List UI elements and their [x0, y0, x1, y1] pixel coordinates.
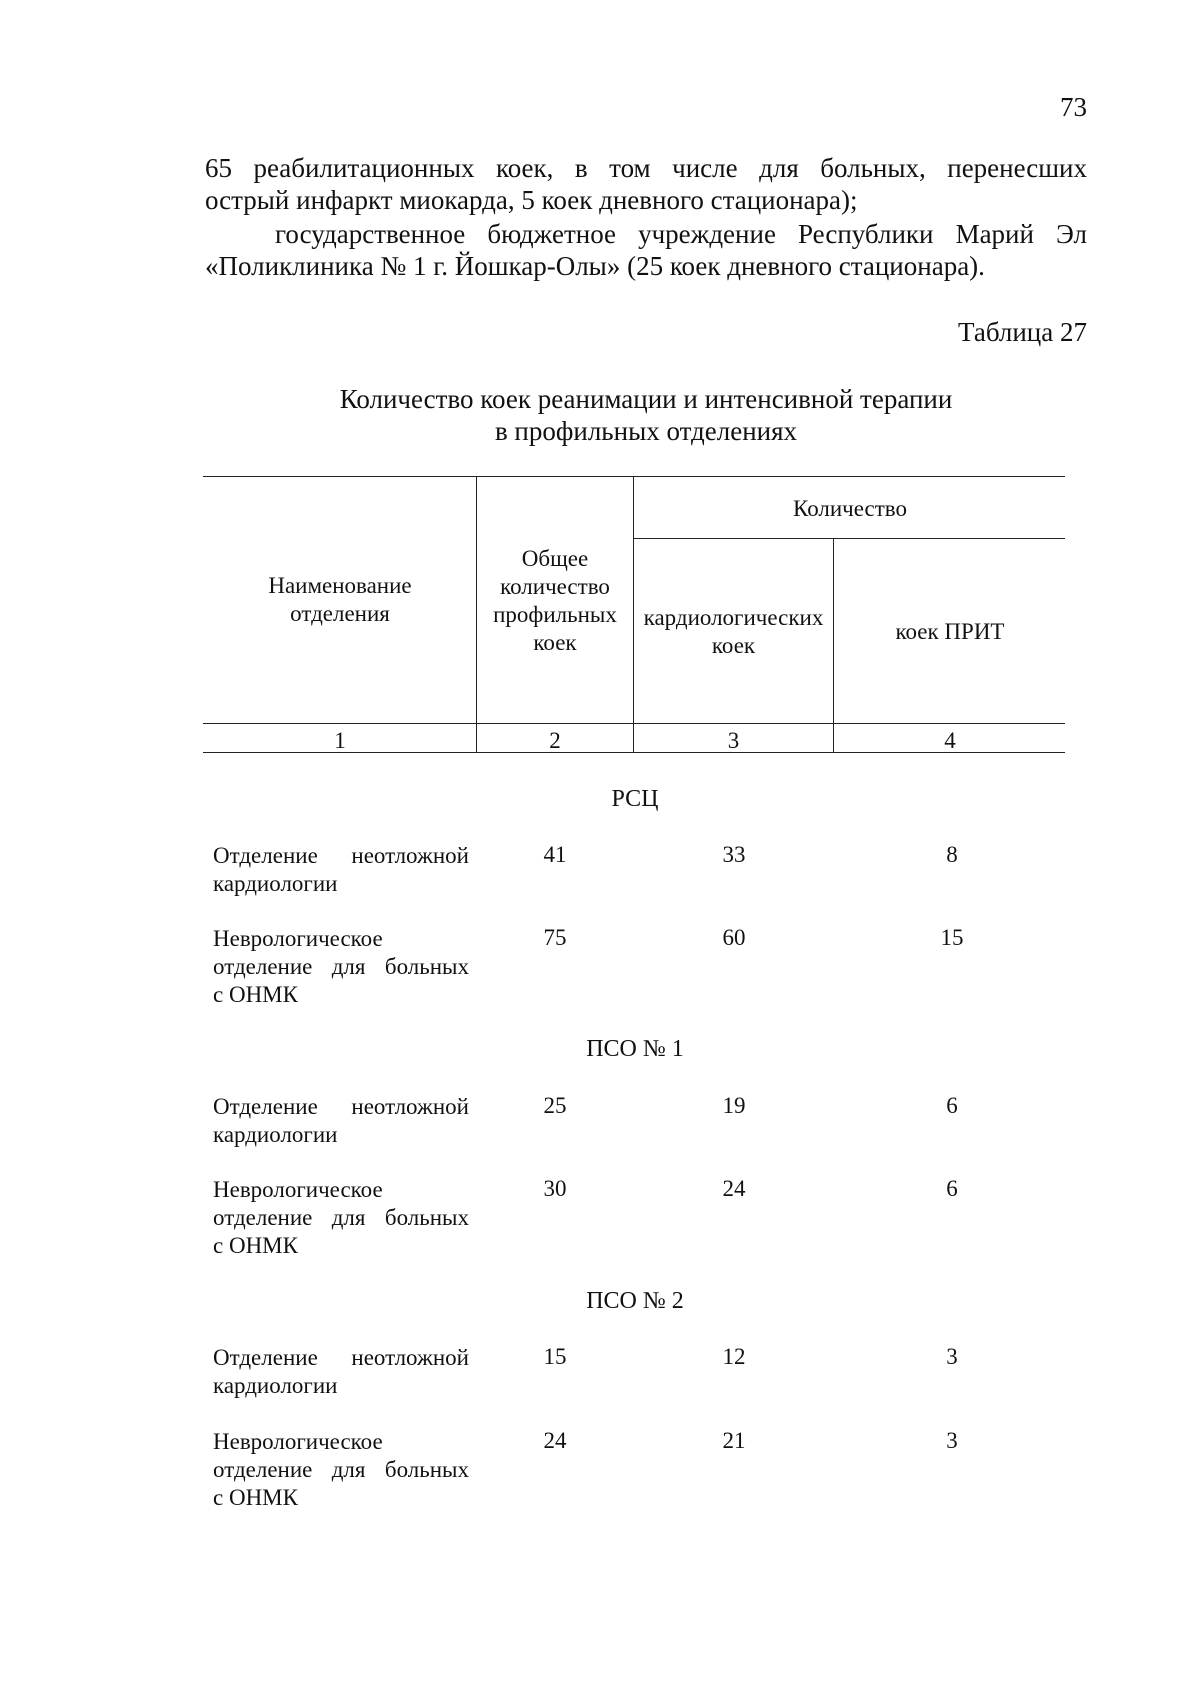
cell-prit: 3 [946, 1344, 958, 1369]
row-name [213, 925, 469, 1009]
intro-p2-line2: «Поликлиника № 1 г. Йошкар-Олы» (25 коек дневного стационара). [205, 251, 985, 281]
page-number: 73 [1060, 92, 1087, 122]
intro-paragraph-1 [205, 152, 1087, 216]
row-name-line: отделение для больных [213, 1457, 469, 1482]
cell-cardio: 12 [722, 1344, 746, 1369]
intro-p1-line2: острый инфаркт миокарда, 5 коек дневного стационара); [205, 185, 858, 215]
row-name-line: кардиологии [213, 1122, 338, 1147]
header-cardio-line2: коек [711, 633, 756, 658]
row-name-line: отделение для больных [213, 1205, 469, 1230]
header-cardio-line1: кардиологических [643, 605, 824, 630]
section-title-pso-1: ПСО № 1 [586, 1036, 684, 1062]
section-title-pso-2: ПСО № 2 [586, 1288, 684, 1314]
cell-cardio: 21 [722, 1428, 746, 1453]
table-title [205, 383, 1087, 447]
row-name [213, 842, 469, 898]
cell-total: 15 [543, 1344, 567, 1369]
intro-p2-line1: государственное бюджетное учреждение Республики Марий Эл [275, 219, 1087, 249]
header-total-col [478, 545, 632, 657]
header-prit-line1: коек ПРИТ [895, 619, 1005, 644]
row-name [213, 1428, 469, 1512]
cell-prit: 8 [946, 842, 958, 867]
table-top-border [203, 476, 1065, 477]
cell-prit: 3 [946, 1428, 958, 1453]
row-name-line: Неврологическое [213, 1177, 383, 1202]
cell-cardio: 60 [722, 925, 746, 950]
row-name [213, 1093, 469, 1149]
section-title-rsc: РСЦ [611, 786, 659, 812]
col-divider-2 [633, 476, 634, 752]
row-name-line: с ОНМК [213, 1485, 298, 1510]
header-name-line1: Наименование [268, 573, 412, 598]
row-name [213, 1344, 469, 1400]
cell-prit: 6 [946, 1176, 958, 1201]
header-total-line2: количество [500, 574, 610, 599]
row-name-line: кардиологии [213, 871, 338, 896]
header-total-line1: Общее [521, 546, 589, 571]
header-name-col [205, 572, 475, 628]
row-name-line: Неврологическое [213, 926, 383, 951]
cell-cardio: 33 [722, 842, 746, 867]
header-cardio-col [635, 604, 832, 660]
cell-cardio: 19 [722, 1093, 746, 1118]
col-number-4: 4 [944, 728, 956, 753]
col-divider-3 [833, 538, 834, 752]
header-bottom-border [203, 723, 1065, 724]
col-number-2: 2 [549, 728, 561, 753]
row-name [213, 1176, 469, 1260]
table-title-line2: в профильных отделениях [494, 416, 798, 446]
col-divider-1 [476, 476, 477, 752]
col-number-3: 3 [727, 728, 740, 753]
cell-total: 24 [543, 1428, 567, 1453]
row-name-line: Отделение неотложной [213, 1094, 469, 1119]
header-prit-col [835, 618, 1065, 646]
intro-paragraph-2 [205, 218, 1087, 282]
row-name-line: Отделение неотложной [213, 843, 469, 868]
group-header-divider [633, 538, 1065, 539]
cell-prit: 6 [946, 1093, 958, 1118]
table-label: Таблица 27 [958, 317, 1087, 347]
row-name-line: кардиологии [213, 1373, 338, 1398]
col-number-1: 1 [334, 728, 346, 753]
header-total-line3: профильных [493, 602, 617, 627]
row-name-line: отделение для больных [213, 954, 469, 979]
header-name-line2: отделения [290, 601, 390, 626]
row-name-line: Отделение неотложной [213, 1345, 469, 1370]
cell-prit: 15 [940, 925, 964, 950]
table-title-line1: Количество коек реанимации и интенсивной терапии [339, 384, 953, 414]
row-name-line: с ОНМК [213, 982, 298, 1007]
row-name-line: Неврологическое [213, 1429, 383, 1454]
intro-p1-line1: 65 реабилитационных коек, в том числе для больных, перенесших [205, 153, 1087, 183]
header-total-line4: коек [533, 630, 577, 655]
header-group-quantity: Количество [793, 496, 907, 521]
cell-total: 75 [543, 925, 567, 950]
cell-total: 30 [543, 1176, 567, 1201]
cell-total: 41 [543, 842, 567, 867]
cell-cardio: 24 [722, 1176, 746, 1201]
cell-total: 25 [543, 1093, 567, 1118]
row-name-line: с ОНМК [213, 1233, 298, 1258]
